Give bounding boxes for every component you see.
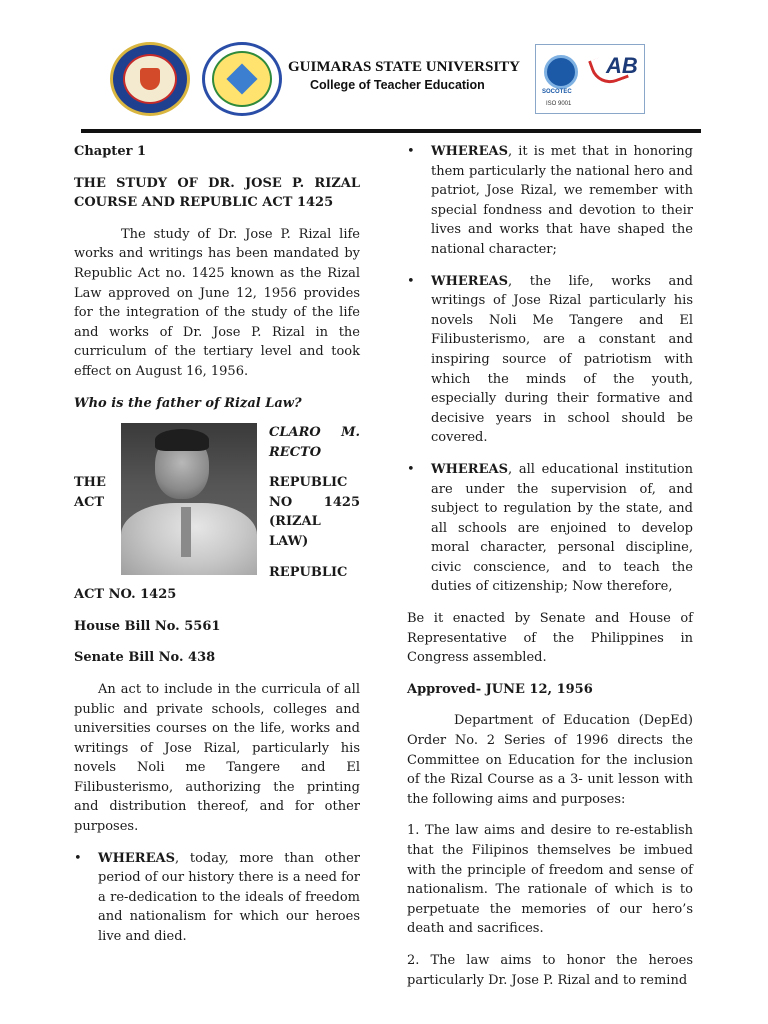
socotec-logo-icon (544, 55, 578, 89)
iso-label: ISO 9001 (546, 101, 572, 107)
chapter-label: Chapter 1 (74, 144, 147, 159)
aim-item: 1. The law aims and desire to re-establish that the Filipinos themselves be imbued with the principle of freedom and sense of nationalism. The rationale of which is to perpetuate the memories of our hero’s death and sacrifices. (407, 823, 693, 937)
whereas-item (407, 142, 693, 260)
question-heading: Who is the father of Rizal Law? (74, 395, 302, 411)
whereas-text: , today, more than other period of our history there is a need for a re-dedication to the ideals of freedom and nationalism for which our heroes live and died. (98, 850, 360, 945)
the-act-label: THE ACT (74, 475, 106, 510)
intro-paragraph: The study of Dr. Jose P. Rizal life works and writings has been mandated by Republic Act no. 1425 known as the Rizal Law approved on June 12, 1956 provides for the integration of the study of the life and works of Dr. Jose P. Rizal in the curriculum of the tertiary level and took effect on August 16, 1956. (74, 226, 360, 379)
approved-date: Approved- JUNE 12, 1956 (407, 681, 593, 697)
university-name: GUIMARAS STATE UNIVERSITY (288, 59, 520, 75)
college-name: College of Teacher Education (310, 78, 485, 92)
college-of-teacher-education-seal-icon (202, 42, 282, 116)
republic-label: REPUBLIC (269, 565, 348, 581)
claro-recto-photo (121, 423, 257, 575)
republic-no-label: REPUBLIC NO 1425 (RIZAL LAW) (269, 475, 360, 549)
whereas-keyword: WHEREAS (431, 461, 508, 477)
photo-caption: CLARO M. RECTO (269, 425, 360, 460)
socotec-label: SOCOTEC (542, 89, 572, 95)
house-bill: House Bill No. 5561 (74, 618, 221, 634)
whereas-text: , all educational institution are under the supervision of, and subject to regulation by the state, and all schools are enjoined to develop moral character, personal discipline, civic conscience, and to teach the duties of citizenship; Now therefore, (431, 461, 693, 595)
whereas-text: , the life, works and writings of Jose Rizal particularly his novels Noli Me Tangere and El Filibusterismo, are a constant and inspiring source of patriotism with which the minds of the youth, especially during their formative and decisive years in school should be covered. (431, 273, 693, 446)
right-column (407, 142, 693, 990)
whereas-item (407, 272, 693, 448)
page-header (0, 0, 768, 132)
act-number: ACT NO. 1425 (74, 587, 177, 603)
enacted-paragraph: Be it enacted by Senate and House of Representative of the Philippines in Congress assembled. (407, 611, 693, 666)
photo-section (74, 423, 360, 585)
whereas-item (407, 460, 693, 597)
whereas-item (74, 849, 360, 947)
header-divider (81, 129, 701, 133)
act-description: An act to include in the curricula of all public and private schools, colleges and universities courses on the life, works and writings of Jose Rizal, particularly his novels Noli me Tangere and El Filibusterismo, authorizing the printing and distribution thereof, and for other purposes. (74, 681, 360, 835)
chapter-title: THE STUDY OF DR. JOSE P. RIZAL COURSE AND REPUBLIC ACT 1425 (74, 175, 360, 211)
left-column (74, 142, 360, 947)
deped-paragraph: Department of Education (DepEd) Order No. 2 Series of 1996 directs the Committee on Education for the inclusion of the Rizal Course as a 3- unit lesson with the following aims and purposes: (407, 713, 693, 807)
whereas-keyword: WHEREAS (98, 850, 175, 866)
guimaras-state-university-seal-icon (110, 42, 190, 116)
certification-logos (535, 44, 645, 114)
aim-item: 2. The law aims to honor the heroes particularly Dr. Jose P. Rizal and to remind (407, 952, 693, 988)
senate-bill: Senate Bill No. 438 (74, 650, 216, 666)
whereas-keyword: WHEREAS (431, 144, 508, 159)
whereas-keyword: WHEREAS (431, 273, 508, 289)
whereas-text: , it is met that in honoring them particularly the national hero and patriot, Jose Rizal, we remember with special fondness and devotion to their lives and works that have shaped the national character; (431, 144, 693, 257)
ab-logo: AB (606, 53, 638, 78)
